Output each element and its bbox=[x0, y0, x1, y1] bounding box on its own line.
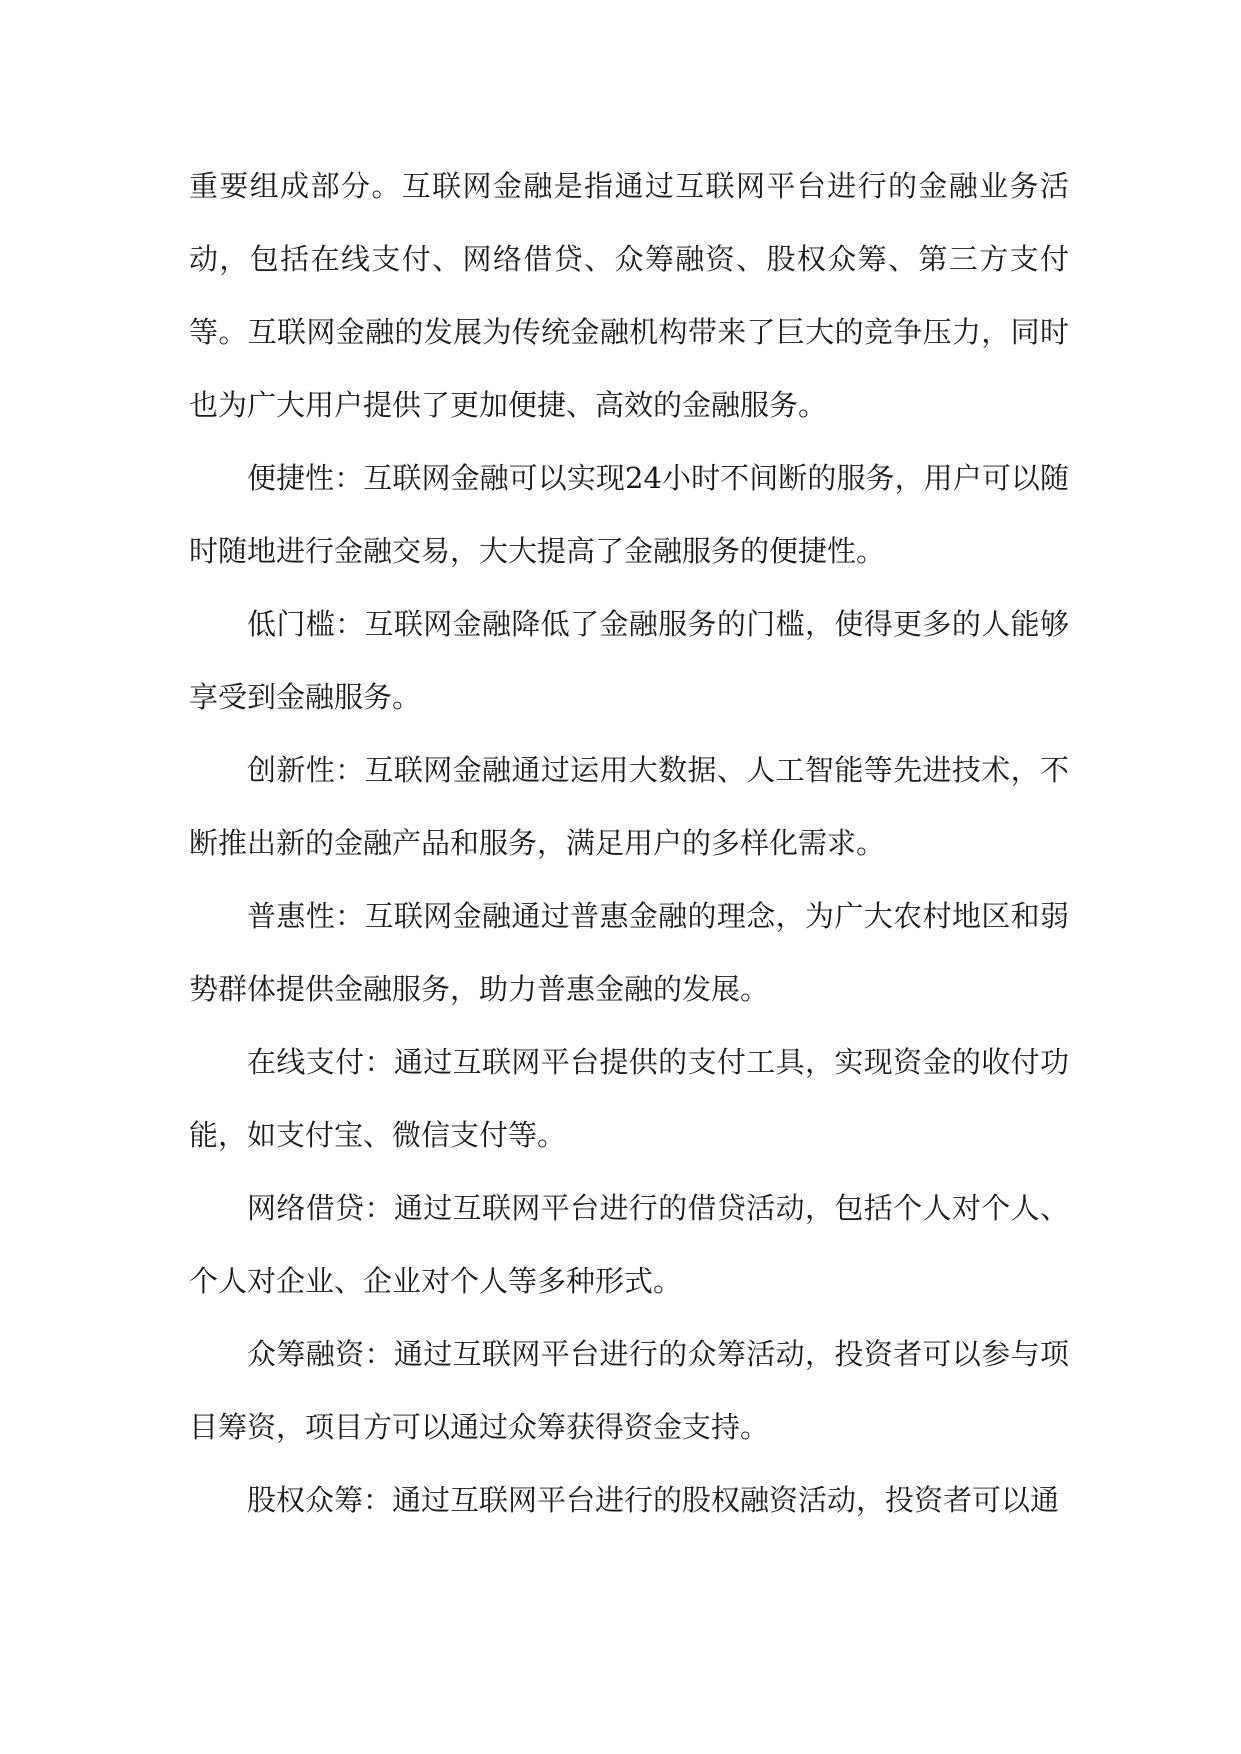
paragraph-low-threshold: 低门槛：互联网金融降低了金融服务的门槛，使得更多的人能够享受到金融服务。 bbox=[189, 607, 1069, 714]
paragraph-inclusiveness: 普惠性：互联网金融通过普惠金融的理念，为广大农村地区和弱势群体提供金融服务，助力普惠金融的发展。 bbox=[189, 899, 1069, 1006]
paragraph-crowdfunding: 众筹融资：通过互联网平台进行的众筹活动，投资者可以参与项目筹资，项目方可以通过众筹获得资金支持。 bbox=[189, 1337, 1069, 1444]
paragraph-convenience: 便捷性：互联网金融可以实现24小时不间断的服务，用户可以随时随地进行金融交易，大大提高了金融服务的便捷性。 bbox=[189, 461, 1069, 568]
paragraph-online-payment: 在线支付：通过互联网平台提供的支付工具，实现资金的收付功能，如支付宝、微信支付等。 bbox=[189, 1045, 1069, 1152]
paragraph-innovation: 创新性：互联网金融通过运用大数据、人工智能等先进技术，不断推出新的金融产品和服务，满足用户的多样化需求。 bbox=[189, 753, 1069, 860]
body-text bbox=[189, 150, 1069, 1537]
paragraph-equity-crowdfunding: 股权众筹：通过互联网平台进行的股权融资活动，投资者可以通 bbox=[247, 1483, 1060, 1517]
paragraph-online-lending: 网络借贷：通过互联网平台进行的借贷活动，包括个人对个人、个人对企业、企业对个人等多种形式。 bbox=[189, 1191, 1069, 1298]
paragraph-intro-continued: 重要组成部分。互联网金融是指通过互联网平台进行的金融业务活动，包括在线支付、网络借贷、众筹融资、股权众筹、第三方支付等。互联网金融的发展为传统金融机构带来了巨大的竞争压力，同时也为广大用户提供了更加便捷、高效的金融服务。 bbox=[189, 169, 1069, 422]
